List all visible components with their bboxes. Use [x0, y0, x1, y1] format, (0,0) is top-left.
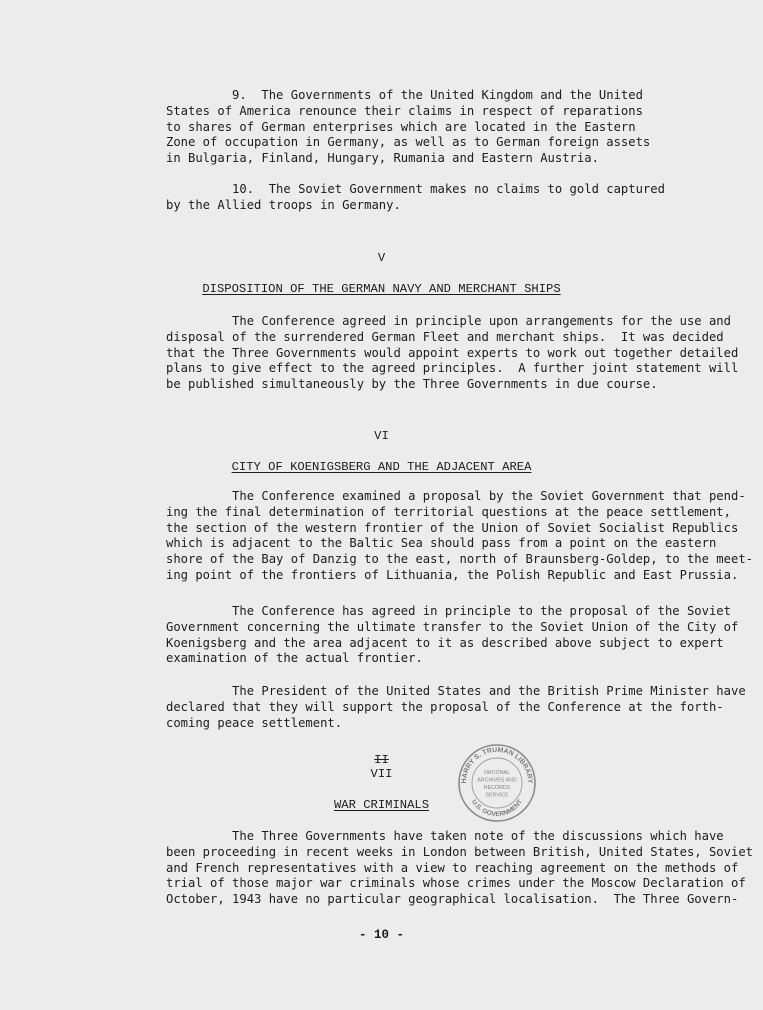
- section-vii-numeral: VII: [370, 767, 393, 781]
- paragraph-war-criminals: The Three Governments have taken note of the discussions which have been proceeding in recent weeks in London between British, United States, Soviet and French representatives with a view to reaching agreement on the methods of trial of those major war criminals whose crimes under the Moscow Declaration of October, 1943 have no particular geographical localisation. The Three Govern-: [166, 829, 753, 907]
- archive-stamp: [456, 742, 538, 824]
- stamp-center-line-1: NATIONAL: [483, 770, 511, 776]
- stamp-center-line-3: RECORDS: [483, 785, 511, 791]
- paragraph-koenigsberg-1: The Conference examined a proposal by the Soviet Government that pend- ing the final determination of territorial questions at the peace settlement, the section of the western frontier of the Union of Soviet Socialist Republics which is adjacent to the Baltic Sea should pass from a point on the eastern shore of the Bay of Danzig to the east, north of Braunsberg-Goldep, to the meet- ing point of the frontiers of Lithuania, the Polish Republic and East Prussia.: [166, 489, 753, 582]
- page-number: - 10 -: [358, 928, 404, 942]
- paragraph-10: 10. The Soviet Government makes no claims to gold captured by the Allied troops in Germany.: [166, 182, 665, 212]
- section-vi-numeral: VI: [374, 429, 389, 443]
- section-v-numeral: V: [377, 251, 386, 265]
- stamp-center-line-4: SERVICE: [485, 792, 509, 799]
- paragraph-koenigsberg-2: The Conference has agreed in principle to the proposal of the Soviet Government concerning the ultimate transfer to the Soviet Union of the City of Koenigsberg and the area adjacent to it as described above subject to expert examination of the actual frontier.: [166, 604, 739, 666]
- section-vii-struck-numeral: II: [374, 753, 389, 767]
- stamp-center-line-2: ARCHIVES AND: [477, 777, 517, 784]
- stamp-bottom-text: U.S. GOVERNMENT: [470, 798, 524, 819]
- section-v-title: DISPOSITION OF THE GERMAN NAVY AND MERCHANT SHIPS: [202, 282, 561, 296]
- section-vi-title: CITY OF KOENIGSBERG AND THE ADJACENT AREA: [231, 460, 532, 474]
- section-vii-title: WAR CRIMINALS: [333, 798, 430, 812]
- paragraph-navy: The Conference agreed in principle upon arrangements for the use and disposal of the surrendered German Fleet and merchant ships. It was decided that the Three Governments would appoint experts to work out together detailed plans to give effect to the agreed principles. A further joint statement will be published simultaneously by the Three Governments in due course.: [166, 314, 739, 392]
- stamp-top-text: HARRY S. TRUMAN LIBRARY: [460, 746, 534, 784]
- paragraph-koenigsberg-3: The President of the United States and the British Prime Minister have declared that they will support the proposal of the Conference at the forth- coming peace settlement.: [166, 684, 746, 730]
- paragraph-9: 9. The Governments of the United Kingdom and the United States of America renounce their claims in respect of reparations to shares of German enterprises which are located in the Eastern Zone of occupation in Germany, as well as to German foreign assets in Bulgaria, Finland, Hungary, Rumania and Eastern Austria.: [166, 88, 651, 166]
